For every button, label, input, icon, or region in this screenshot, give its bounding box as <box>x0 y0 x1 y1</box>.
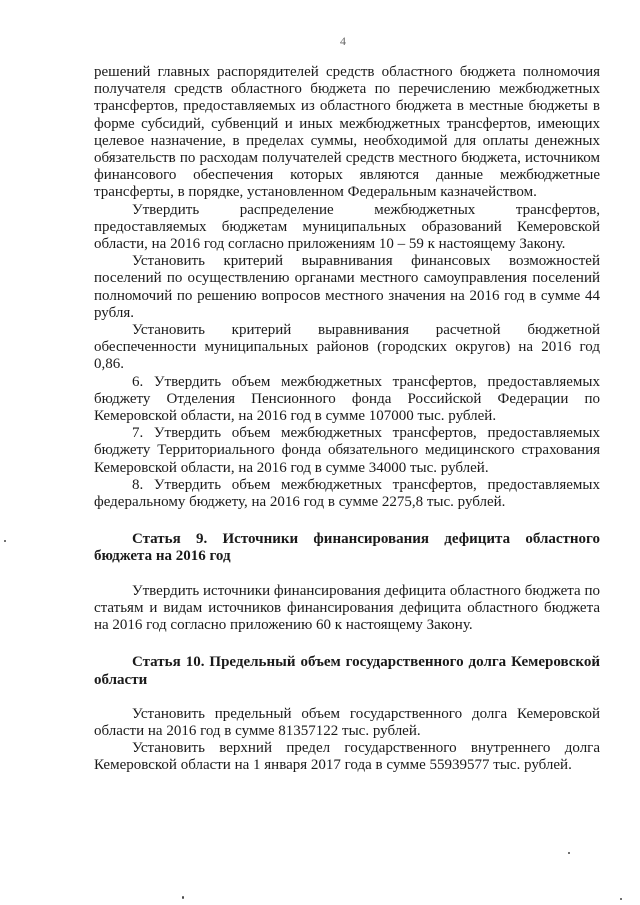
article-10-text-upper-limit: Установить верхний предел государственного внутреннего долга Кемеровской области на 1 января 2017 года в сумме 55939577 тыс. рублей. <box>94 740 600 774</box>
page-number: 4 <box>340 34 346 48</box>
paragraph-item-8: 8. Утвердить объем межбюджетных трансфертов, предоставляемых федеральному бюджету, на 2016 год в сумме 2275,8 тыс. рублей. <box>94 476 600 511</box>
paragraph-settlement-criterion: Установить критерий выравнивания финансовых возможностей поселений по осуществлению органами местного самоуправления поселений полномочий по решению вопросов местного значения на 2016 год в сумме 44 рубля. <box>94 253 600 321</box>
paragraph-item-7: 7. Утвердить объем межбюджетных трансфертов, предоставляемых бюджету Территориального фонда обязательного медицинского страхования Кемеровской области, на 2016 год в сумме 34000 тыс. рублей. <box>94 425 600 476</box>
scan-speck <box>182 896 184 899</box>
scan-speck <box>568 852 570 854</box>
paragraph-item-6: 6. Утвердить объем межбюджетных трансфертов, предоставляемых бюджету Отделения Пенсионного фонда Российской Федерации по Кемеровской области, на 2016 год в сумме 107000 тыс. рублей. <box>94 373 600 425</box>
article-9-text: Утвердить источники финансирования дефицита областного бюджета по статьям и видам источников финансирования дефицита областного бюджета на 2016 год согласно приложению 60 к настоящему Закону. <box>94 582 600 634</box>
article-10-heading: Статья 10. Предельный объем государственного долга Кемеровской области <box>94 654 600 688</box>
paragraph-continuation: решений главных распорядителей средств областного бюджета полномочия получателя средств областного бюджета по перечислению межбюджетных трансфертов, предоставляемых из областного бюджета в местные бюджеты в форме субсидий, субвенций и иных межбюджетных трансфертов, имеющих целевое назначение, в пределах суммы, необходимой для оплаты денежных обязательств по расходам получателей средств местного бюджета, источником финансового обеспечения которых являются данные межбюджетные трансферты, в порядке, установленном Федеральным казначейством. <box>94 64 600 201</box>
paragraph-transfers-distribution: Утвердить распределение межбюджетных трансфертов, предоставляемых бюджетам муниципальных образований Кемеровской области, на 2016 год согласно приложениям 10 – 59 к настоящему Закону. <box>94 201 600 253</box>
paragraph-district-criterion: Установить критерий выравнивания расчетной бюджетной обеспеченности муниципальных районов (городских округов) на 2016 год 0,86. <box>94 322 600 373</box>
scan-speck <box>4 540 6 542</box>
document-body <box>94 64 600 775</box>
scan-speck <box>620 898 622 900</box>
article-9-heading: Статья 9. Источники финансирования дефицита областного бюджета на 2016 год <box>94 531 600 565</box>
article-10-text-limit: Установить предельный объем государственного долга Кемеровской области на 2016 год в сумме 81357122 тыс. рублей. <box>94 705 600 739</box>
